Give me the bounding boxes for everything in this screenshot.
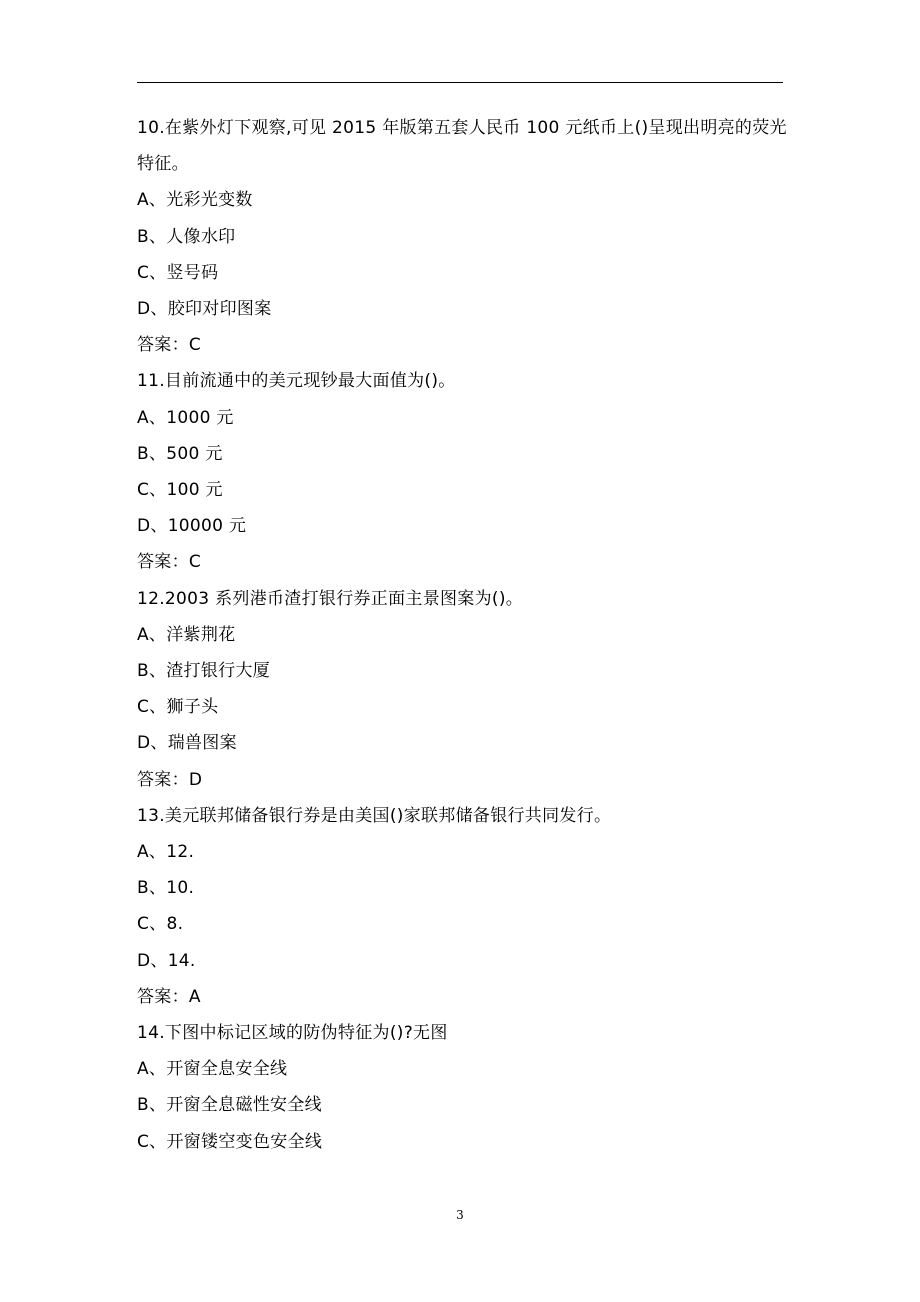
option-c: C、竖号码 [137,262,219,283]
option-b: B、人像水印 [137,226,236,247]
option-c: C、狮子头 [137,697,219,718]
question-stem: 11.目前流通中的美元现钞最大面值为()。 [137,371,456,392]
option-a: A、开窗全息安全线 [137,1059,288,1080]
question-stem: 10.在紫外灯下观察,可见 2015 年版第五套人民币 100 元纸币上()呈现出明亮的荧光特征。 [137,118,787,175]
question-stem: 12.2003 系列港币渣打银行券正面主景图案为()。 [137,588,524,609]
option-c: C、8. [137,914,184,935]
page-number: 3 [456,1208,464,1222]
page-content [137,110,797,1160]
question-12 [137,581,797,798]
answer: 答案：C [137,335,202,356]
option-d: D、14. [137,950,196,971]
option-d: D、10000 元 [137,516,247,537]
option-a: A、12. [137,842,195,863]
option-c: C、开窗镂空变色安全线 [137,1131,323,1152]
question-13 [137,798,797,1015]
answer: 答案：C [137,552,202,573]
option-a: A、光彩光变数 [137,190,253,211]
answer: 答案：D [137,769,203,790]
question-11 [137,363,797,580]
option-c: C、100 元 [137,480,223,501]
option-a: A、洋紫荆花 [137,624,236,645]
option-b: B、开窗全息磁性安全线 [137,1095,322,1116]
option-a: A、1000 元 [137,407,234,428]
question-10 [137,110,797,363]
header-rule [137,82,783,83]
option-d: D、瑞兽图案 [137,733,237,754]
option-d: D、胶印对印图案 [137,299,272,320]
option-b: B、500 元 [137,443,223,464]
question-stem: 14.下图中标记区域的防伪特征为()?无图 [137,1023,448,1044]
option-b: B、10. [137,878,195,899]
question-stem: 13.美元联邦储备银行券是由美国()家联邦储备银行共同发行。 [137,805,612,826]
question-14 [137,1015,797,1160]
answer: 答案：A [137,986,201,1007]
option-b: B、渣打银行大厦 [137,661,271,682]
